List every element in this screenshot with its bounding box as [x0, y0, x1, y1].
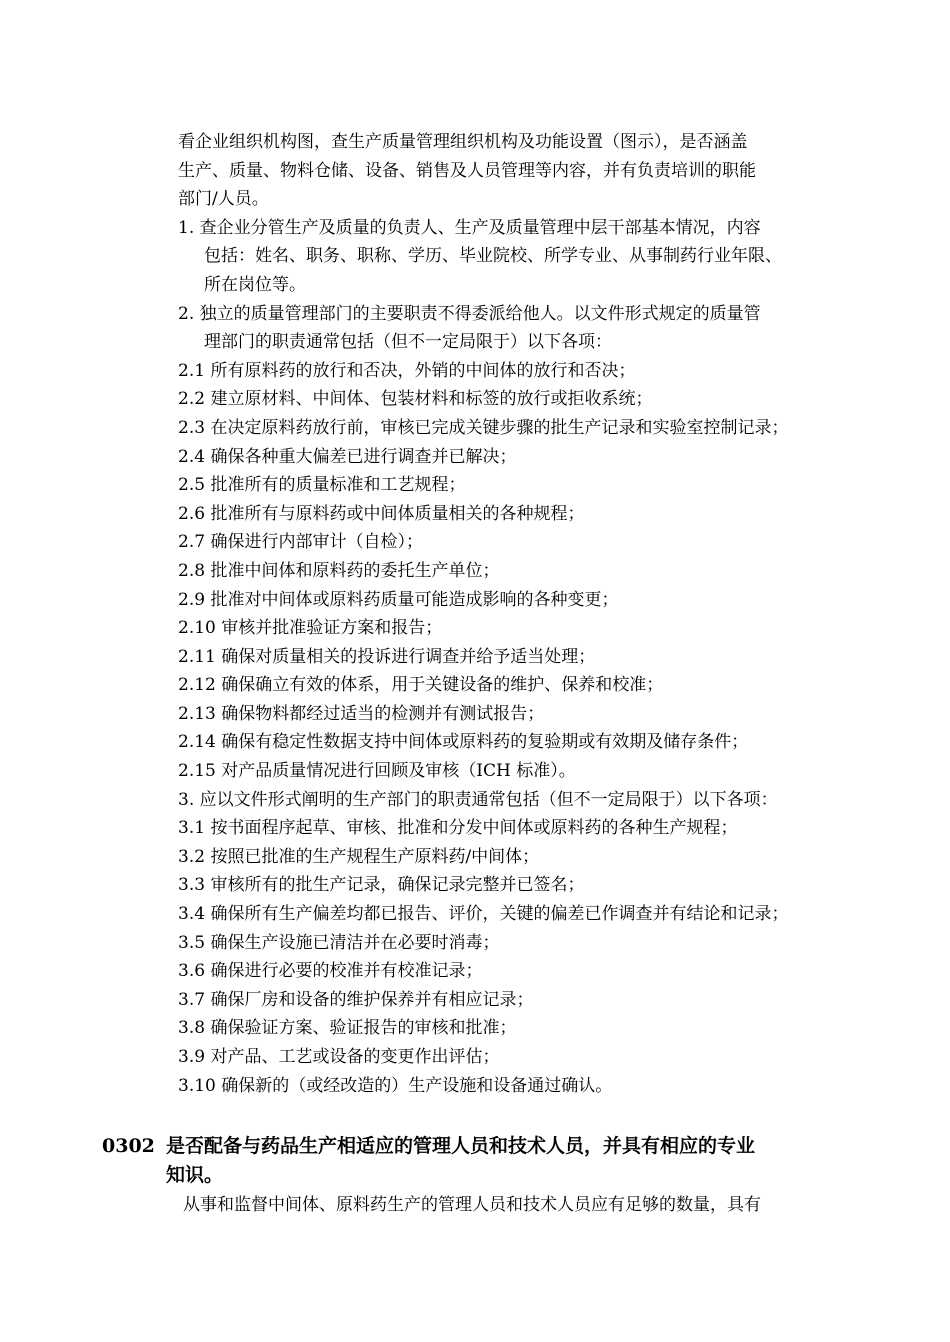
- list-item: 2.3 在决定原料药放行前，审核已完成关键步骤的批生产记录和实验室控制记录；: [178, 417, 789, 438]
- list-item: 2.10 审核并批准验证方案和报告；: [178, 618, 443, 639]
- intro-line: 生产、质量、物料仓储、设备、销售及人员管理等内容，并有负责培训的职能: [178, 160, 756, 181]
- list-item: 2.4 确保各种重大偏差已进行调查并已解决；: [178, 446, 517, 467]
- list-item: 2.2 建立原材料、中间体、包装材料和标签的放行或拒收系统；: [178, 389, 653, 410]
- list-item: 2.13 确保物料都经过适当的检测并有测试报告；: [178, 703, 545, 724]
- list-item: 3.1 按书面程序起草、审核、批准和分发中间体或原料药的各种生产规程；: [178, 818, 738, 839]
- list-item: 2.14 确保有稳定性数据支持中间体或原料药的复验期或有效期及储存条件；: [178, 732, 749, 753]
- list-item: 2.6 批准所有与原料药或中间体质量相关的各种规程；: [178, 503, 585, 524]
- point-3: [178, 786, 878, 815]
- point-2-line: 2. 独立的质量管理部门的主要职责不得委派给他人。以文件形式规定的质量管: [178, 303, 761, 324]
- list-item: 3.7 确保厂房和设备的维护保养并有相应记录；: [178, 989, 534, 1010]
- production-dept-duties-list: [178, 814, 878, 1100]
- list-item: 2.5 批准所有的质量标准和工艺规程；: [178, 475, 466, 496]
- quality-dept-duties-list: [178, 357, 878, 786]
- point-2: [178, 300, 878, 357]
- point-1: [178, 214, 878, 300]
- inspection-guidance-body: [178, 128, 878, 1100]
- list-item: 3.2 按照已批准的生产规程生产原料药/中间体；: [178, 846, 540, 867]
- list-item: 2.15 对产品质量情况进行回顾及审核（ICH 标准）。: [178, 761, 576, 782]
- intro-paragraph: [178, 128, 878, 214]
- list-item: 2.11 确保对质量相关的投诉进行调查并给予适当处理；: [178, 646, 596, 667]
- list-item: 3.10 确保新的（或经改造的）生产设施和设备通过确认。: [178, 1075, 613, 1096]
- section-0302-heading: [102, 1132, 882, 1190]
- intro-line: 部门/人员。: [178, 189, 269, 210]
- point-2-line: 理部门的职责通常包括（但不一定局限于）以下各项：: [204, 332, 612, 353]
- section-title-line: 知识。: [166, 1164, 224, 1186]
- list-item: 2.9 批准对中间体或原料药质量可能造成影响的各种变更；: [178, 589, 619, 610]
- section-title-line: 是否配备与药品生产相适应的管理人员和技术人员，并具有相应的专业: [166, 1135, 756, 1157]
- list-item: 3.6 确保进行必要的校准并有校准记录；: [178, 961, 483, 982]
- list-item: 2.12 确保确立有效的体系，用于关键设备的维护、保养和校准；: [178, 675, 664, 696]
- list-item: 3.5 确保生产设施已清洁并在必要时消毒；: [178, 932, 500, 953]
- section-0302-body: 从事和监督中间体、原料药生产的管理人员和技术人员应有足够的数量，具有: [183, 1195, 761, 1215]
- point-1-line: 所在岗位等。: [204, 274, 306, 295]
- list-item: 3.4 确保所有生产偏差均都已报告、评价，关键的偏差已作调查并有结论和记录；: [178, 904, 789, 925]
- point-1-line: 包括：姓名、职务、职称、学历、毕业院校、所学专业、从事制药行业年限、: [204, 246, 782, 267]
- point-1-line: 1. 查企业分管生产及质量的负责人、生产及质量管理中层干部基本情况，内容: [178, 217, 761, 238]
- list-item: 3.9 对产品、工艺或设备的变更作出评估；: [178, 1047, 500, 1067]
- list-item: 2.1 所有原料药的放行和否决，外销的中间体的放行和否决；: [178, 360, 636, 381]
- list-item: 3.3 审核所有的批生产记录，确保记录完整并已签名；: [178, 875, 585, 896]
- section-code: 0302: [102, 1135, 155, 1157]
- list-item: 2.8 批准中间体和原料药的委托生产单位；: [178, 560, 500, 581]
- point-3-line: 3. 应以文件形式阐明的生产部门的职责通常包括（但不一定局限于）以下各项：: [178, 789, 778, 810]
- list-item: 3.8 确保验证方案、验证报告的审核和批准；: [178, 1018, 517, 1039]
- list-item: 2.7 确保进行内部审计（自检）；: [178, 532, 423, 553]
- intro-line: 看企业组织机构图，查生产质量管理组织机构及功能设置（图示），是否涵盖: [178, 132, 748, 152]
